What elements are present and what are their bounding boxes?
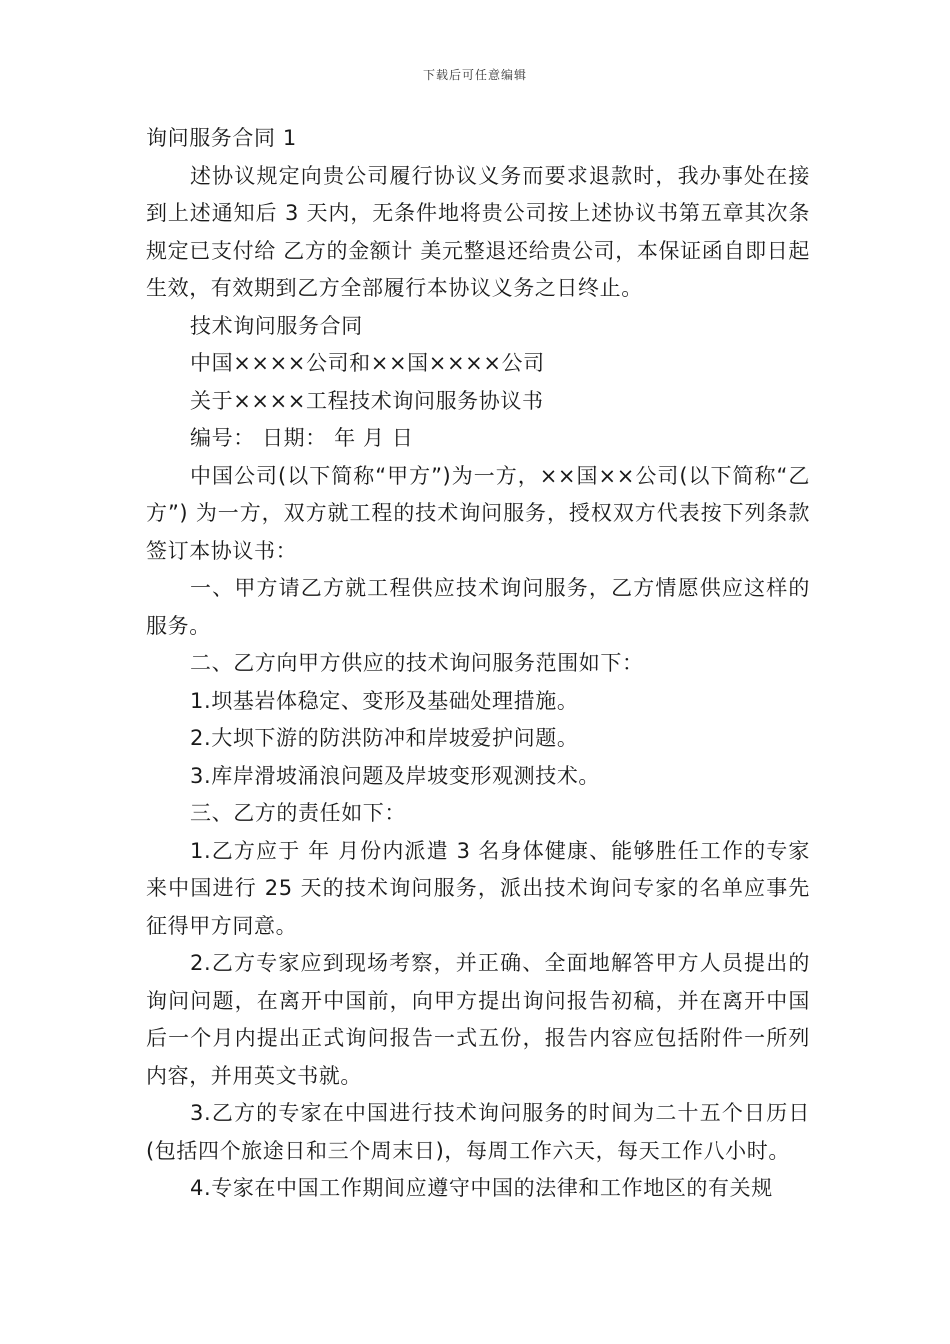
paragraph-preamble: 中国公司(以下简称“甲方”)为一方，××国××公司(以下简称“乙方”) 为一方，双方就工程的技术询问服务，授权双方代表按下列条款签订本协议书：: [146, 463, 810, 563]
list-item-scope-3: 3.库岸滑坡涌浪问题及岸坡变形观测技术。: [190, 763, 601, 788]
paragraph-parties: 中国××××公司和××国××××公司: [190, 351, 545, 375]
paragraph-article-2: 二、乙方向甲方供应的技术询问服务范围如下：: [190, 651, 644, 675]
paragraph-number-date: 编号： 日期： 年 月 日: [190, 426, 414, 450]
document-title: 询问服务合同 1: [146, 126, 297, 150]
list-item-duty-1: 1.乙方应于 年 月份内派遣 3 名身体健康、能够胜任工作的专家来中国进行 25 天的技术询问服务，派出技术询问专家的名单应事先征得甲方同意。: [146, 838, 810, 938]
paragraph-article-3: 三、乙方的责任如下：: [190, 801, 406, 825]
list-item-duty-2: 2.乙方专家应到现场考察，并正确、全面地解答甲方人员提出的询问问题，在离开中国前，向甲方提出询问报告初稿，并在离开中国后一个月内提出正式询问报告一式五份，报告内容应包括附件一所列内容，并用英文书就。: [146, 951, 810, 1088]
paragraph-article-1: 一、甲方请乙方就工程供应技术询问服务，乙方情愿供应这样的服务。: [146, 576, 810, 638]
header-note: 下载后可任意编辑: [422, 68, 527, 82]
paragraph-guarantee-clause: 述协议规定向贵公司履行协议义务而要求退款时，我办事处在接到上述通知后 3 天内，无条件地将贵公司按上述协议书第五章其次条规定已支付给 乙方的金额计 美元整退还给贵公司，本保证函自即日起生效，有效期到乙方全部履行本协议义务之日终止。: [146, 163, 810, 300]
document-body: [146, 120, 810, 1208]
list-item-duty-3: 3.乙方的专家在中国进行技术询问服务的时间为二十五个日历日(包括四个旅途日和三个周末日)，每周工作六天，每天工作八小时。: [146, 1101, 810, 1163]
list-item-scope-2: 2.大坝下游的防洪防冲和岸坡爱护问题。: [190, 726, 579, 750]
list-item-duty-4: 4.专家在中国工作期间应遵守中国的法律和工作地区的有关规: [190, 1176, 773, 1200]
paragraph-contract-heading: 技术询问服务合同: [190, 313, 363, 338]
paragraph-agreement-title: 关于××××工程技术询问服务协议书: [190, 388, 544, 413]
list-item-scope-1: 1.坝基岩体稳定、变形及基础处理措施。: [190, 688, 579, 713]
